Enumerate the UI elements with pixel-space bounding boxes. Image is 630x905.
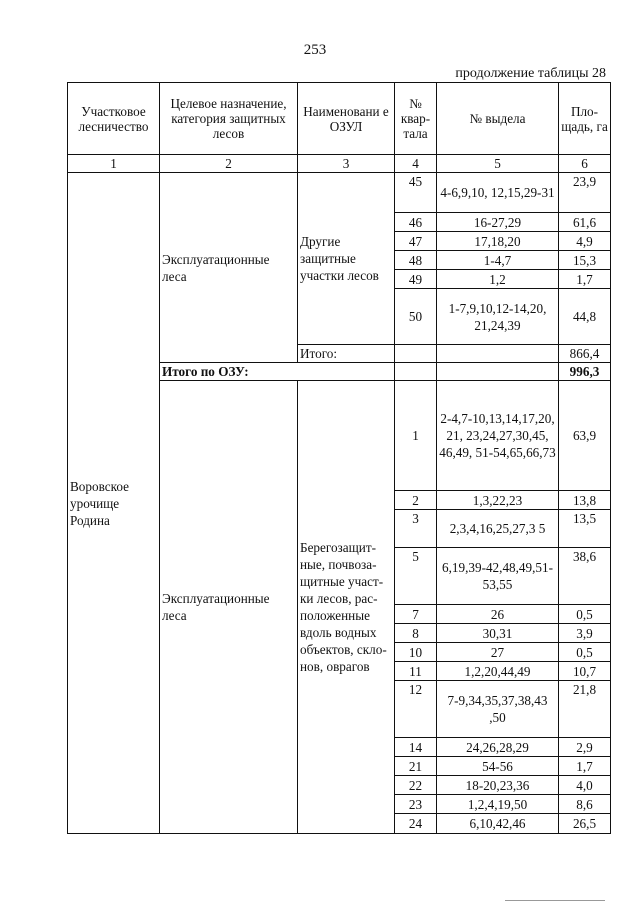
quarter-cell: 2 [395,491,437,510]
quarter-cell: 46 [395,213,437,232]
footer-rule [505,900,605,901]
quarter-cell: 11 [395,662,437,681]
plot-cell: 4-6,9,10, 12,15,29-31 [437,173,559,213]
plot-cell: 16-27,29 [437,213,559,232]
ozu-total-value: 996,3 [559,363,611,381]
quarter-cell: 45 [395,173,437,213]
plot-cell: 24,26,28,29 [437,738,559,757]
header-plot: № выдела [437,83,559,155]
plot-cell: 2,3,4,16,25,27,3 5 [437,510,559,548]
area-cell: 44,8 [559,289,611,345]
area-cell: 23,9 [559,173,611,213]
area-cell: 0,5 [559,643,611,662]
plot-cell: 1-4,7 [437,251,559,270]
header-category: Целевое назначение, категория защитных лесов [160,83,298,155]
plot-cell: 2-4,7-10,13,14,17,20, 21, 23,24,27,30,45, 46,49, 51-54,65,66,73 [437,381,559,491]
area-cell: 63,9 [559,381,611,491]
quarter-cell: 47 [395,232,437,251]
empty-cell [437,363,559,381]
quarter-cell: 50 [395,289,437,345]
quarter-cell: 5 [395,548,437,605]
plot-cell: 27 [437,643,559,662]
plot-cell: 30,31 [437,624,559,643]
empty-cell [437,345,559,363]
col-number: 2 [160,155,298,173]
area-cell: 1,7 [559,757,611,776]
forestry-name: Воровское урочище Родина [68,173,160,834]
header-quarter: № квар-тала [395,83,437,155]
quarter-cell: 22 [395,776,437,795]
plot-cell: 1,3,22,23 [437,491,559,510]
area-cell: 4,9 [559,232,611,251]
plot-cell: 6,19,39-42,48,49,51-53,55 [437,548,559,605]
area-cell: 13,5 [559,510,611,548]
empty-cell [395,345,437,363]
area-cell: 0,5 [559,605,611,624]
quarter-cell: 10 [395,643,437,662]
area-cell: 13,8 [559,491,611,510]
ozu-total-label: Итого по ОЗУ: [160,363,395,381]
ozul-cell: Берегозащит-ные, почвоза-щитные участ-ки лесов, рас-положенные вдоль водных объектов, скло-нов, оврагов [298,381,395,834]
quarter-cell: 49 [395,270,437,289]
plot-cell: 54-56 [437,757,559,776]
header-area: Пло-щадь, га [559,83,611,155]
category-cell: Эксплуатационные леса [160,173,298,363]
header-ozul: Наименовани е ОЗУЛ [298,83,395,155]
quarter-cell: 12 [395,681,437,738]
area-cell: 21,8 [559,681,611,738]
col-number: 5 [437,155,559,173]
col-number: 3 [298,155,395,173]
area-cell: 61,6 [559,213,611,232]
quarter-cell: 21 [395,757,437,776]
col-number: 1 [68,155,160,173]
area-cell: 15,3 [559,251,611,270]
quarter-cell: 48 [395,251,437,270]
plot-cell: 17,18,20 [437,232,559,251]
plot-cell: 18-20,23,36 [437,776,559,795]
plot-cell: 26 [437,605,559,624]
quarter-cell: 14 [395,738,437,757]
plot-cell: 6,10,42,46 [437,814,559,834]
forest-table [67,82,611,834]
quarter-cell: 1 [395,381,437,491]
page-number: 253 [303,42,327,58]
column-number-row [68,155,611,173]
table-continuation-note: продолжение таблицы 28 [455,66,606,81]
empty-cell [395,363,437,381]
area-cell: 8,6 [559,795,611,814]
table-row [68,173,611,213]
plot-cell: 1,2 [437,270,559,289]
col-number: 4 [395,155,437,173]
plot-cell: 1,2,20,44,49 [437,662,559,681]
plot-cell: 1,2,4,19,50 [437,795,559,814]
area-cell: 38,6 [559,548,611,605]
ozul-cell: Другие защитные участки лесов [298,173,395,345]
plot-cell: 7-9,34,35,37,38,43 ,50 [437,681,559,738]
area-cell: 26,5 [559,814,611,834]
quarter-cell: 23 [395,795,437,814]
area-cell: 4,0 [559,776,611,795]
quarter-cell: 8 [395,624,437,643]
subtotal-label: Итого: [298,345,395,363]
col-number: 6 [559,155,611,173]
subtotal-value: 866,4 [559,345,611,363]
area-cell: 3,9 [559,624,611,643]
area-cell: 1,7 [559,270,611,289]
quarter-cell: 3 [395,510,437,548]
category-cell: Эксплуатационные леса [160,381,298,834]
quarter-cell: 7 [395,605,437,624]
quarter-cell: 24 [395,814,437,834]
header-forestry: Участковое лесничество [68,83,160,155]
area-cell: 10,7 [559,662,611,681]
table-header-row [68,83,611,155]
plot-cell: 1-7,9,10,12-14,20, 21,24,39 [437,289,559,345]
area-cell: 2,9 [559,738,611,757]
